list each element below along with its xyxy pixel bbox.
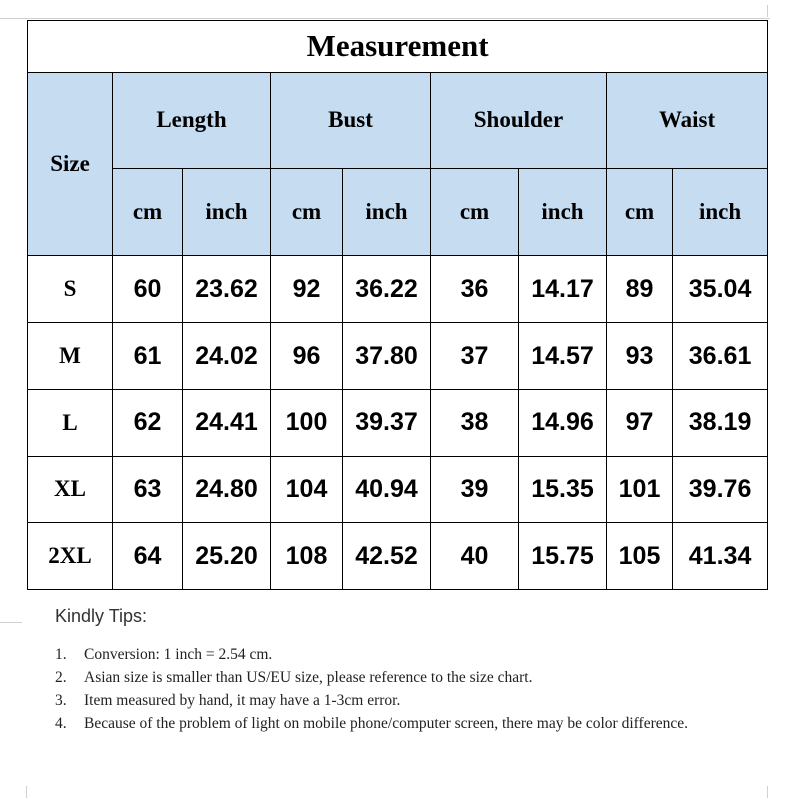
- measurement-cell: 36.22: [343, 256, 431, 323]
- measurement-cell: 41.34: [673, 523, 768, 590]
- tips-heading: Kindly Tips:: [55, 606, 148, 626]
- unit-header-inch: inch: [519, 168, 607, 256]
- tips-list: [55, 643, 755, 735]
- edge-mark-bottom-left: [26, 786, 27, 798]
- tip-number: 1.: [55, 646, 67, 663]
- table-row: [28, 389, 768, 456]
- measurement-cell: 25.20: [183, 523, 271, 590]
- group-header-bust: Bust: [271, 72, 431, 168]
- unit-header-inch: inch: [673, 168, 768, 256]
- measurement-cell: 36: [431, 256, 519, 323]
- measurement-cell: 14.57: [519, 323, 607, 390]
- measurement-cell: 93: [607, 323, 673, 390]
- tip-text: Because of the problem of light on mobile phone/computer screen, there may be color difference.: [84, 715, 688, 732]
- measurement-cell: 38: [431, 389, 519, 456]
- table-row: [28, 456, 768, 523]
- measurement-cell: 104: [271, 456, 343, 523]
- measurement-cell: 60: [113, 256, 183, 323]
- edge-mark-top: [0, 18, 770, 19]
- unit-header-cm: cm: [607, 168, 673, 256]
- edge-mark-right: [767, 5, 768, 17]
- table-row: [28, 323, 768, 390]
- tip-item: [55, 689, 755, 712]
- measurement-cell: 14.96: [519, 389, 607, 456]
- unit-header-cm: cm: [431, 168, 519, 256]
- unit-header-inch: inch: [343, 168, 431, 256]
- measurement-cell: 24.80: [183, 456, 271, 523]
- edge-mark-bottom-right: [767, 786, 768, 798]
- measurement-cell: 38.19: [673, 389, 768, 456]
- measurement-cell: 39.76: [673, 456, 768, 523]
- measurement-cell: 101: [607, 456, 673, 523]
- measurement-cell: 40.94: [343, 456, 431, 523]
- measurement-cell: 40: [431, 523, 519, 590]
- table-row: [28, 256, 768, 323]
- measurement-cell: 64: [113, 523, 183, 590]
- size-label-cell: S: [28, 256, 113, 323]
- unit-header-inch: inch: [183, 168, 271, 256]
- measurement-cell: 61: [113, 323, 183, 390]
- measurement-cell: 15.75: [519, 523, 607, 590]
- tip-number: 4.: [55, 715, 67, 732]
- measurement-cell: 15.35: [519, 456, 607, 523]
- measurement-cell: 37: [431, 323, 519, 390]
- tip-item: [55, 643, 755, 666]
- measurement-cell: 36.61: [673, 323, 768, 390]
- measurement-cell: 35.04: [673, 256, 768, 323]
- measurement-cell: 97: [607, 389, 673, 456]
- group-header-length: Length: [113, 72, 271, 168]
- measurement-cell: 63: [113, 456, 183, 523]
- measurement-cell: 37.80: [343, 323, 431, 390]
- tip-number: 3.: [55, 692, 67, 709]
- measurement-cell: 89: [607, 256, 673, 323]
- measurement-cell: 92: [271, 256, 343, 323]
- table-row: [28, 523, 768, 590]
- measurement-cell: 96: [271, 323, 343, 390]
- unit-header-cm: cm: [271, 168, 343, 256]
- measurement-cell: 23.62: [183, 256, 271, 323]
- measurement-cell: 100: [271, 389, 343, 456]
- tip-text: Conversion: 1 inch = 2.54 cm.: [84, 646, 273, 663]
- size-header: Size: [28, 72, 113, 256]
- measurement-cell: 24.02: [183, 323, 271, 390]
- measurement-cell: 108: [271, 523, 343, 590]
- group-header-waist: Waist: [607, 72, 768, 168]
- measurement-cell: 39: [431, 456, 519, 523]
- size-label-cell: XL: [28, 456, 113, 523]
- measurement-cell: 105: [607, 523, 673, 590]
- measurement-cell: 39.37: [343, 389, 431, 456]
- measurement-cell: 42.52: [343, 523, 431, 590]
- unit-header-cm: cm: [113, 168, 183, 256]
- measurement-cell: 14.17: [519, 256, 607, 323]
- group-header-shoulder: Shoulder: [431, 72, 607, 168]
- kindly-tips: [55, 606, 755, 735]
- tip-number: 2.: [55, 669, 67, 686]
- measurement-cell: 24.41: [183, 389, 271, 456]
- size-label-cell: 2XL: [28, 523, 113, 590]
- tip-item: [55, 666, 755, 689]
- size-label-cell: L: [28, 389, 113, 456]
- tip-text: Asian size is smaller than US/EU size, please reference to the size chart.: [84, 669, 533, 686]
- size-label-cell: M: [28, 323, 113, 390]
- tip-item: [55, 712, 755, 735]
- size-chart-table: [27, 20, 768, 590]
- tip-text: Item measured by hand, it may have a 1-3cm error.: [84, 692, 401, 709]
- table-title: Measurement: [28, 21, 768, 73]
- measurement-cell: 62: [113, 389, 183, 456]
- edge-mark-left: [0, 622, 22, 623]
